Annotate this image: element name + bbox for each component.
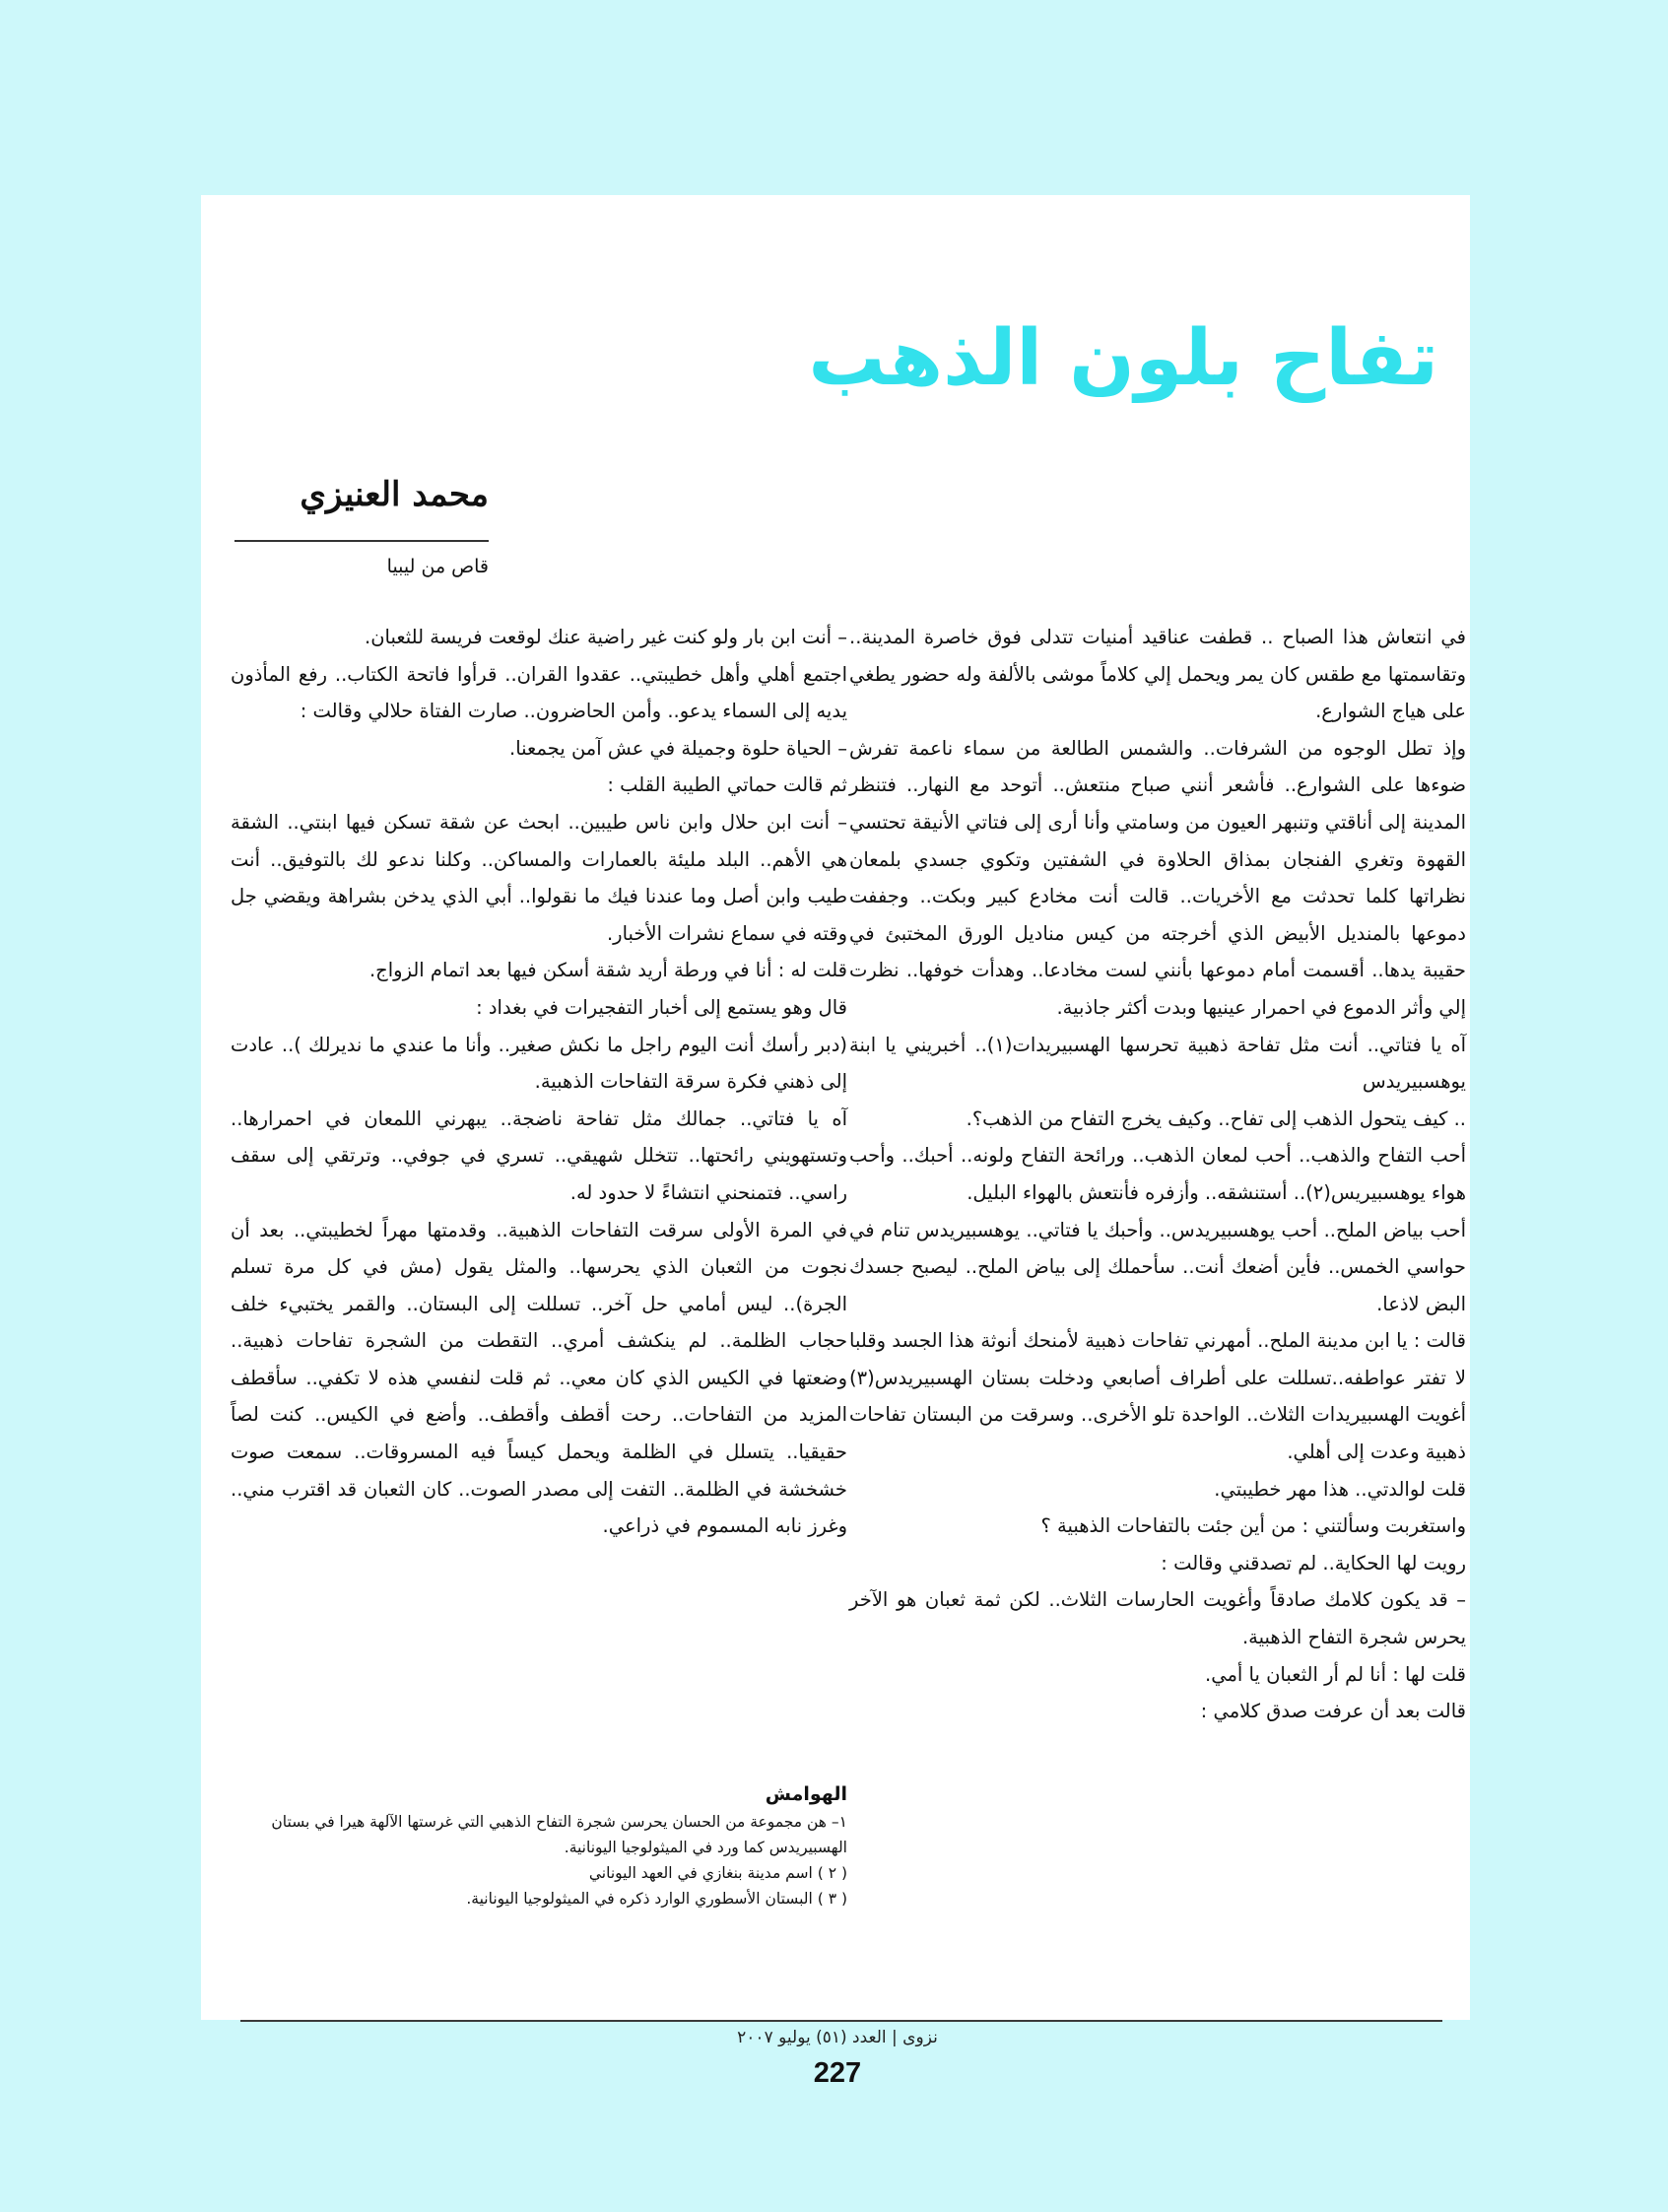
paragraph: وإذ تطل الوجوه من الشرفات.. والشمس الطالعة من سماء ناعمة تفرش ضوءها على الشوارع.. فأشعر أنني صباح منتعش.. أتوحد مع النهار.. فتنظر المدينة إلى أناقتي وتنبهر العيون من وسامتي وأنا أرى إلى فتاتي الأنيقة تحتسي القهوة وتغري الفنجان بمذاق الحلاوة في الشفتين وتكوي جسدي بلمعان نظراتها كلما تحدثت مع الأخريات.. قالت أنت مخادع كبير وبكت.. وجففت دموعها بالمنديل الأبيض الذي أخرجته من كيس مناديل الورق المختبئ في حقيبة يدها.. أقسمت أمام دموعها بأنني لست مخادعا.. وهدأت خوفها.. نظرت إلي وأثر الدموع في احمرار عينيها وبدت أكثر جاذبية. [849, 736, 1466, 1019]
paragraph: أحب التفاح والذهب.. أحب لمعان الذهب.. ورائحة التفاح ولونه.. أحبك.. وأحب هواء يوهسبيريس(٢).. أستنشقه.. وأزفره فأنتعش بالهواء البليل. [849, 1144, 1466, 1204]
author-note: قاص من ليبيا [386, 556, 489, 577]
article-title: تفاح بلون الذهب [808, 314, 1438, 403]
footnote: ( ٢ ) اسم مدينة بنغازي في العهد اليوناني [588, 1864, 847, 1882]
paragraph: اجتمع أهلي وأهل خطيبتي.. عقدوا القران.. قرأوا فاتحة الكتاب.. رفع المأذون يديه إلى السماء يدعو.. وأمن الحاضرون.. صارت الفتاة حلالي وقالت : [231, 662, 847, 723]
footnotes-title: الهوامش [765, 1783, 847, 1805]
paragraph: – أنت ابن بار ولو كنت غير راضية عنك لوقعت فريسة للثعبان. [365, 626, 847, 648]
paragraph: واستغربت وسألتني : من أين جئت بالتفاحات الذهبية ؟ [1040, 1514, 1466, 1538]
article-page [201, 195, 1470, 2020]
paragraph: – قد يكون كلامك صادقاً وأغويت الحارسات الثلاث.. لكن ثمة ثعبان هو الآخر يحرس شجرة التفاح الذهبية. [849, 1588, 1466, 1649]
paragraph: قلت لوالدتي.. هذا مهر خطيبتي. [1214, 1477, 1466, 1501]
paragraph: قالت بعد أن عرفت صدق كلامي : [1200, 1700, 1466, 1723]
paragraph: في انتعاش هذا الصباح .. قطفت عناقيد أمنيات تتدلى فوق خاصرة المدينة.. وتقاسمتها مع طقس كان يمر ويحمل إلي كلاماً موشى بالألفة وله حضور يطغي على هياج الشوارع. [849, 626, 1466, 723]
paragraph: – أنت ابن حلال وابن ناس طيبين.. ابحث عن شقة تسكن فيها ابنتي.. الشقة هي الأهم.. البلد مليئة بالعمارات والمساكن.. وكلنا ندعو لك بالتوفيق.. أنت طيب وابن أصل وما عندنا فيك ما نقولوا.. أبي الذي يدخن بشراهة ويقضي جل وقته في سماع نشرات الأخبار. [231, 810, 847, 945]
paragraph: في المرة الأولى سرقت التفاحات الذهبية.. وقدمتها مهراً لخطيبتي.. بعد أن نجوت من الثعبان الذي يحرسها.. والمثل يقول (مش في كل مرة تسلم الجرة).. ليس أمامي حل آخر.. تسللت إلى البستان.. والقمر يختبيء خلف حجاب الظلمة.. لم ينكشف أمري.. التقطت من الشجرة تفاحات ذهبية.. وضعتها في الكيس الذي كان معي.. ثم قلت لنفسي هذه لا تكفي.. سأقطف المزيد من التفاحات.. رحت أقطف وأقطف.. وأضع في الكيس.. كنت لصاً حقيقيا.. يتسلل في الظلمة ويحمل كيساً فيه المسروقات.. سمعت صوت خشخشة في الظلمة.. التفت إلى مصدر الصوت.. كان الثعبان قد اقترب مني.. وغرز نابه المسموم في ذراعي. [231, 1218, 847, 1538]
paragraph: .. كيف يتحول الذهب إلى تفاح.. وكيف يخرج التفاح من الذهب؟. [966, 1106, 1466, 1130]
body-column-right [849, 619, 1466, 1730]
footnotes [231, 1779, 847, 1911]
paragraph: (دبر رأسك أنت اليوم راجل ما نكش صغير.. وأنا ما عندي ما نديرلك ).. عادت إلى ذهني فكرة سرقة التفاحات الذهبية. [231, 1033, 847, 1094]
paragraph: قلت لها : أنا لم أر الثعبان يا أمي. [1205, 1662, 1466, 1686]
paragraph: قلت له : أنا في ورطة أريد شقة أسكن فيها بعد اتمام الزواج. [368, 959, 847, 982]
body-column-left [231, 619, 847, 1545]
paragraph: ثم قالت حماتي الطيبة القلب : [607, 773, 847, 797]
paragraph: رويت لها الحكاية.. لم تصدقني وقالت : [1161, 1551, 1466, 1575]
issue-info: نزوى | العدد (٥١) يوليو ٢٠٠٧ [737, 2028, 938, 2047]
paragraph: قالت : يا ابن مدينة الملح.. أمهرني تفاحات ذهبية لأمنحك أنوثة هذا الجسد وقلبا لا تفتر عواطفه..تسللت على أطراف أصابعي ودخلت بستان الهسبيريدس(٣) أغويت الهسبيريدات الثلاث.. الواحدة تلو الأخرى.. وسرقت من البستان تفاحات ذهبية وعدت إلى أهلي. [849, 1329, 1466, 1464]
paragraph: قال وهو يستمع إلى أخبار التفجيرات في بغداد : [476, 995, 847, 1019]
author-name: محمد العنيزي [300, 475, 489, 514]
footnote: ( ٣ ) البستان الأسطوري الوارد ذكره في الميثولوجيا اليونانية. [466, 1890, 847, 1908]
footnote: ١– هن مجموعة من الحسان يحرسن شجرة التفاح الذهبي التي غرستها الآلهة هيرا في بستان الهسبيريدس كما ورد في الميثولوجيا اليونانية. [271, 1813, 847, 1856]
author-divider [234, 540, 489, 542]
footer-divider [240, 2020, 1442, 2022]
paragraph: أحب بياض الملح.. أحب يوهسبيريدس.. وأحبك يا فتاتي.. يوهسبيريدس تنام في حواسي الخمس.. فأين أضعك أنت.. سأحملك إلى بياض الملح.. ليصبح جسدك البض لاذعا. [849, 1218, 1466, 1315]
paragraph: آه يا فتاتي.. جمالك مثل تفاحة ناضجة.. يبهرني اللمعان في احمرارها.. وتستهويني رائحتها.. تتخلل شهيقي.. تسري في جوفي.. وترتقي إلى سقف راسي.. فتمنحني انتشاءً لا حدود له. [231, 1106, 847, 1204]
page-number: 227 [813, 2057, 862, 2089]
paragraph: آه يا فتاتي.. أنت مثل تفاحة ذهبية تحرسها الهسبيريدات(١).. أخبريني يا ابنة يوهسبيريدس [849, 1033, 1466, 1094]
paragraph: – الحياة حلوة وجميلة في عش آمن يجمعنا. [509, 736, 847, 760]
